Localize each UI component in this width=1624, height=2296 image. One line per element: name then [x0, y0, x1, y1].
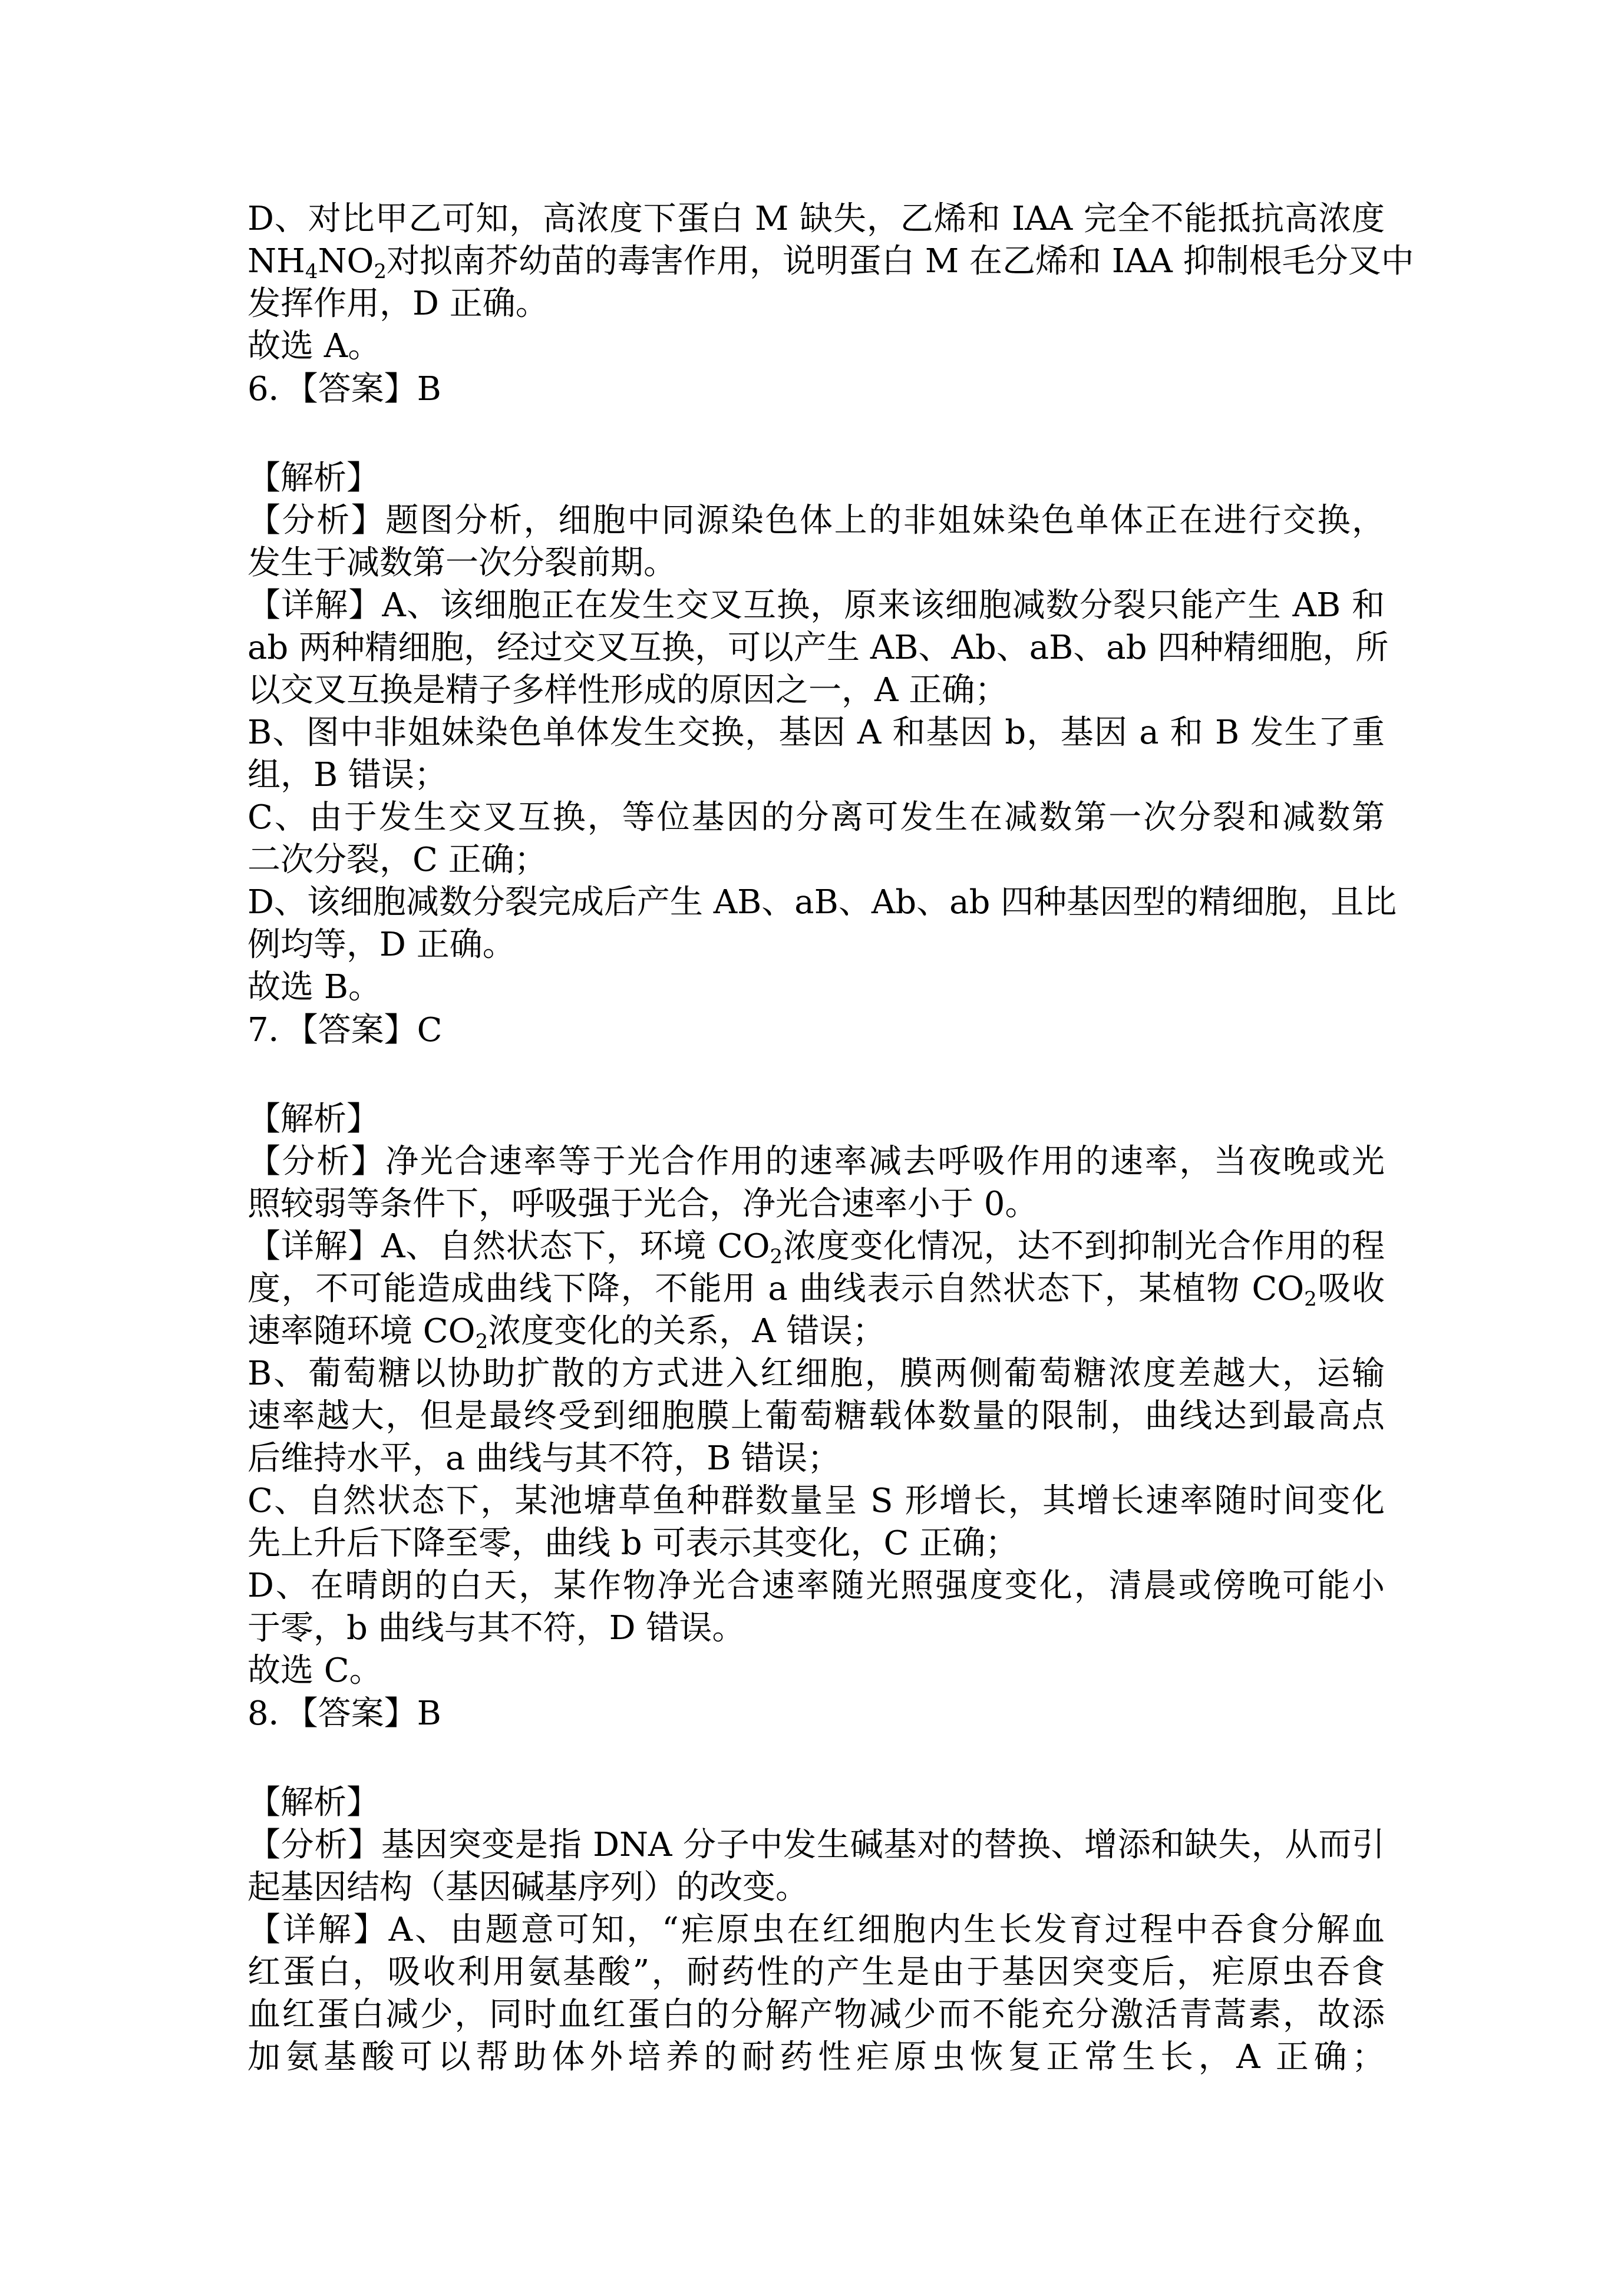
answer-heading: 8．【答案】B: [247, 1694, 441, 1733]
text-line: 发生于减数第一次分裂前期。: [247, 544, 676, 582]
text-line: 度，不可能造成曲线下降，不能用 a 曲线表示自然状态下，某植物 $CO_2$吸收: [247, 1270, 1385, 1311]
text-line: 组，B 错误；: [247, 756, 447, 794]
text-line: 速率随环境 $CO_2$浓度变化的关系，A 错误；: [247, 1312, 886, 1353]
text-line: C、由于发生交叉互换，等位基因的分离可发生在减数第一次分裂和减数第: [247, 798, 1385, 837]
analysis-heading: 【解析】: [247, 1783, 379, 1822]
text-line: 故选 B。: [247, 968, 381, 1006]
text-line: 故选 C。: [247, 1651, 382, 1690]
text-line: D、在晴朗的白天，某作物净光合速率随光照强度变化，清晨或傍晚可能小: [247, 1567, 1385, 1605]
text-line: 先上升后下降至零，曲线 b 可表示其变化，C 正确；: [247, 1524, 1019, 1562]
text-line: ab 两种精细胞，经过交叉互换，可以产生 AB、Ab、aB、ab 四种精细胞，所: [247, 629, 1389, 667]
text-line: 以交叉互换是精子多样性形成的原因之一，A 正确；: [247, 671, 1008, 709]
text-line: 照较弱等条件下，呼吸强于光合，净光合速率小于 0。: [247, 1185, 1038, 1223]
text-line: 起基因结构（基因碱基序列）的改变。: [247, 1868, 808, 1907]
text-line: 速率越大，但是最终受到细胞膜上葡萄糖载体数量的限制，曲线达到最高点: [247, 1397, 1385, 1435]
text-line: B、图中非姐妹染色单体发生交换，基因 A 和基因 b，基因 a 和 B 发生了重: [247, 713, 1385, 752]
text-line: 故选 A。: [247, 327, 381, 365]
text-line: 血红蛋白减少，同时血红蛋白的分解产物减少而不能充分激活青蒿素，故添: [247, 1996, 1385, 2034]
text-line: $NH_4NO_2$对拟南芥幼苗的毒害作用，说明蛋白 M 在乙烯和 IAA 抑制根毛分叉中: [247, 242, 1414, 283]
text-line: 后维持水平，a 曲线与其不符，B 错误；: [247, 1439, 841, 1478]
text-line: 发挥作用，D 正确。: [247, 285, 549, 323]
text-line: 加氨基酸可以帮助体外培养的耐药性疟原虫恢复正常生长，A 正确；: [247, 2038, 1385, 2076]
text-line: 【详解】A、该细胞正在发生交叉互换，原来该细胞减数分裂只能产生 AB 和: [247, 586, 1385, 625]
text-line: 【分析】题图分析，细胞中同源染色体上的非姐妹染色单体正在进行交换，: [247, 501, 1385, 540]
answer-heading: 7．【答案】C: [247, 1011, 443, 1049]
text-line: D、对比甲乙可知，高浓度下蛋白 M 缺失，乙烯和 IAA 完全不能抵抗高浓度: [247, 200, 1385, 238]
text-line: 【详解】A、自然状态下，环境 $CO_2$浓度变化情况，达不到抑制光合作用的程: [247, 1227, 1385, 1268]
analysis-heading: 【解析】: [247, 459, 379, 497]
text-line: 【详解】A、由题意可知，“疟原虫在红细胞内生长发育过程中吞食分解血: [247, 1911, 1385, 1949]
text-line: C、自然状态下，某池塘草鱼种群数量呈 S 形增长，其增长速率随时间变化: [247, 1482, 1385, 1520]
text-line: D、该细胞减数分裂完成后产生 AB、aB、Ab、ab 四种基因型的精细胞，且比: [247, 883, 1397, 921]
answer-heading: 6．【答案】B: [247, 370, 441, 408]
text-line: 【分析】基因突变是指 DNA 分子中发生碱基对的替换、增添和缺失，从而引: [247, 1826, 1385, 1864]
text-line: 二次分裂，C 正确；: [247, 841, 547, 879]
text-line: 于零，b 曲线与其不符，D 错误。: [247, 1609, 745, 1647]
text-line: 例均等，D 正确。: [247, 926, 516, 964]
text-line: 【分析】净光合速率等于光合作用的速率减去呼吸作用的速率，当夜晚或光: [247, 1142, 1385, 1181]
analysis-heading: 【解析】: [247, 1100, 379, 1138]
text-line: B、葡萄糖以协助扩散的方式进入红细胞，膜两侧葡萄糖浓度差越大，运输: [247, 1355, 1385, 1393]
text-line: 红蛋白，吸收利用氨基酸”，耐药性的产生是由于基因突变后，疟原虫吞食: [247, 1953, 1385, 1991]
